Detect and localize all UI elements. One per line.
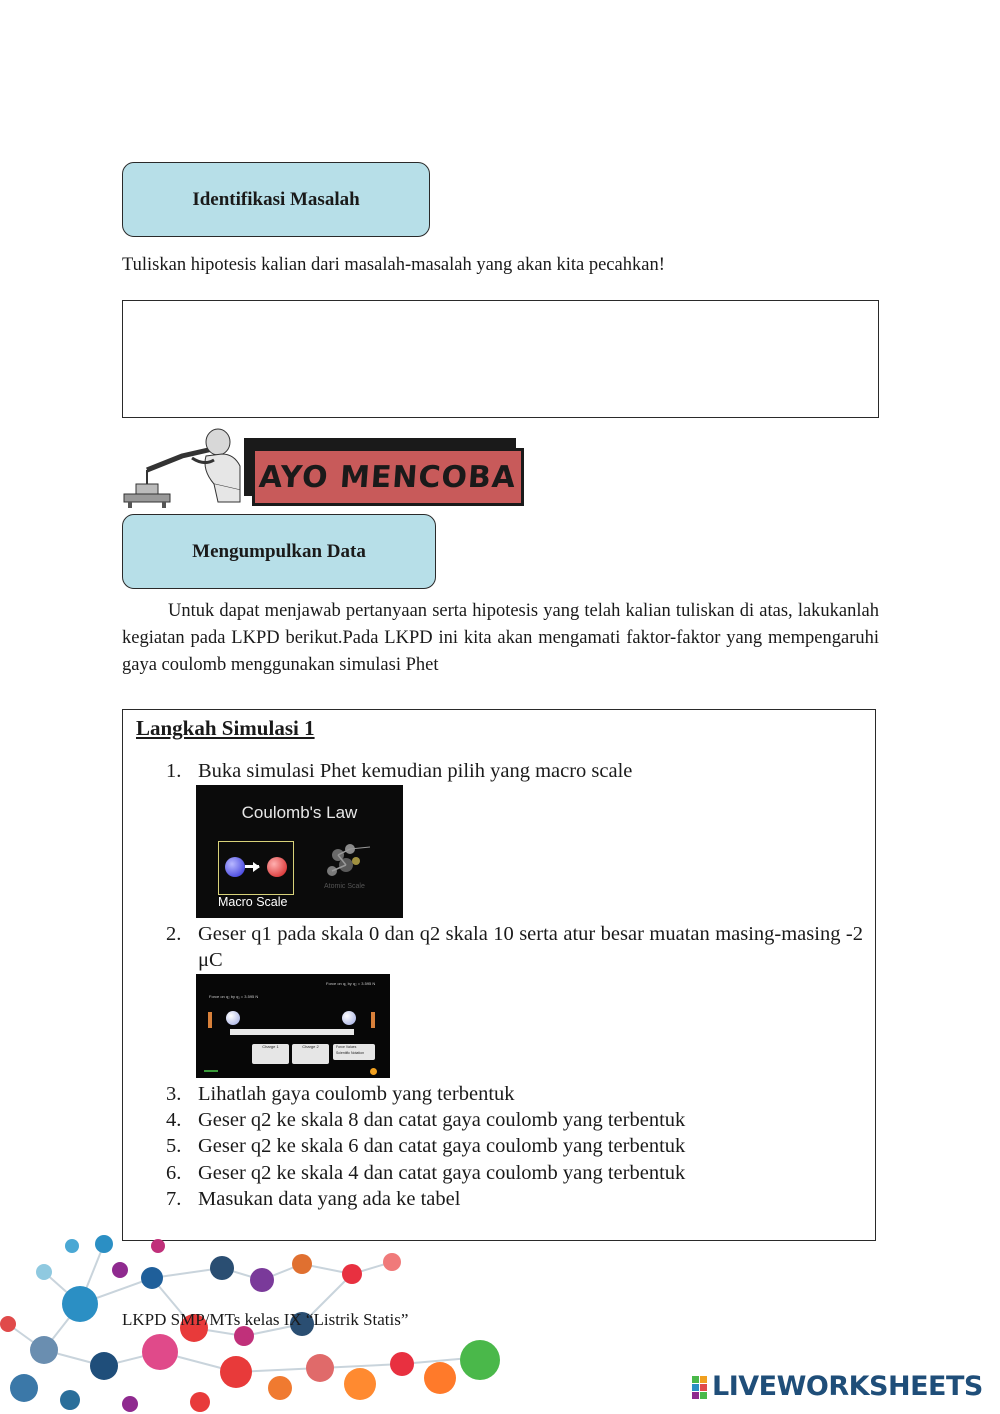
- section-heading-mengumpulkan: [122, 514, 436, 589]
- intro-paragraph: Untuk dapat menjawab pertanyaan serta hipotesis yang telah kalian tuliskan di atas, lakukanlah kegiatan pada LKPD berikut.Pada LKPD ini kita akan mengamati faktor-faktor yang mempengaruhi gaya coulomb menggunakan simulasi Phet: [122, 601, 879, 675]
- section-heading-label: Identifikasi Masalah: [192, 188, 360, 210]
- atomic-scale-icon: [316, 837, 378, 885]
- left-figure-icon: [208, 1012, 212, 1028]
- charge2-label: Charge 2: [302, 1044, 319, 1049]
- step-number: 1.: [166, 760, 182, 782]
- step-number: 7.: [166, 1188, 182, 1210]
- option-scientific: Scientific Notation: [336, 1051, 365, 1055]
- section-heading-identifikasi: [122, 162, 430, 237]
- phet-simulation-screenshot: [196, 974, 390, 1078]
- macro-scale-option: [218, 841, 294, 895]
- red-charge-icon: [267, 857, 287, 877]
- banner-text: AYO MENCOBA: [258, 459, 518, 495]
- right-figure-icon: [371, 1012, 375, 1028]
- hypothesis-answer-box[interactable]: [122, 300, 879, 418]
- charge1-control: [252, 1044, 289, 1064]
- step-number: 5.: [166, 1135, 182, 1157]
- phet-title: Coulomb's Law: [241, 803, 358, 822]
- step-number: 2.: [166, 923, 182, 945]
- phet-coulomb-screenshot: [196, 785, 403, 918]
- liveworksheets-brand: LIVEWORKSHEETS: [712, 1371, 983, 1402]
- charge-q2-icon: [342, 1011, 356, 1025]
- liveworksheets-logo-icon: [692, 1376, 708, 1400]
- charge1-label: Charge 1: [262, 1044, 279, 1049]
- scale-indicator: [204, 1070, 218, 1072]
- simulation-title: Langkah Simulasi 1: [136, 716, 315, 740]
- atomic-scale-label: Atomic Scale: [324, 883, 365, 890]
- step-number: 4.: [166, 1109, 182, 1131]
- instruction-text: Tuliskan hipotesis kalian dari masalah-masalah yang akan kita pecahkan!: [122, 255, 665, 275]
- step-text: Buka simulasi Phet kemudian pilih yang macro scale: [198, 760, 633, 782]
- arrow-head-icon: [253, 862, 260, 872]
- ruler-bar: [230, 1029, 354, 1035]
- options-panel: [333, 1044, 375, 1060]
- step-number: 3.: [166, 1083, 182, 1105]
- force-label-left: Force on q₂ by q₁ = 3.595 N: [209, 994, 259, 999]
- section-heading-label: Mengumpulkan Data: [192, 540, 366, 562]
- charge2-control: [292, 1044, 329, 1064]
- step-text: Geser q2 ke skala 8 dan catat gaya coulomb yang terbentuk: [198, 1109, 686, 1131]
- step-text: Geser q2 ke skala 6 dan catat gaya coulomb yang terbentuk: [198, 1135, 686, 1157]
- footer-text: LKPD SMP/MTs kelas IX “Listrik Statis”: [122, 1310, 409, 1329]
- option-force-values: Force Values: [336, 1045, 357, 1049]
- force-label-right: Force on q₁ by q₂ = 3.595 N: [326, 981, 376, 986]
- step-text: Geser q1 pada skala 0 dan q2 skala 10 serta atur besar muatan masing-masing -2 μC: [198, 923, 863, 971]
- blue-charge-icon: [225, 857, 245, 877]
- charge-q1-icon: [226, 1011, 240, 1025]
- step-text: Lihatlah gaya coulomb yang terbentuk: [198, 1083, 515, 1105]
- macro-scale-label: Macro Scale: [218, 895, 288, 909]
- step-text: Masukan data yang ada ke tabel: [198, 1188, 461, 1210]
- simulation-steps-box: [122, 709, 876, 1241]
- step-number: 6.: [166, 1162, 182, 1184]
- reset-icon: [370, 1068, 377, 1075]
- ayo-mencoba-banner: [252, 448, 524, 506]
- step-text: Geser q2 ke skala 4 dan catat gaya coulomb yang terbentuk: [198, 1162, 686, 1184]
- scientist-microscope-illustration: [122, 426, 244, 508]
